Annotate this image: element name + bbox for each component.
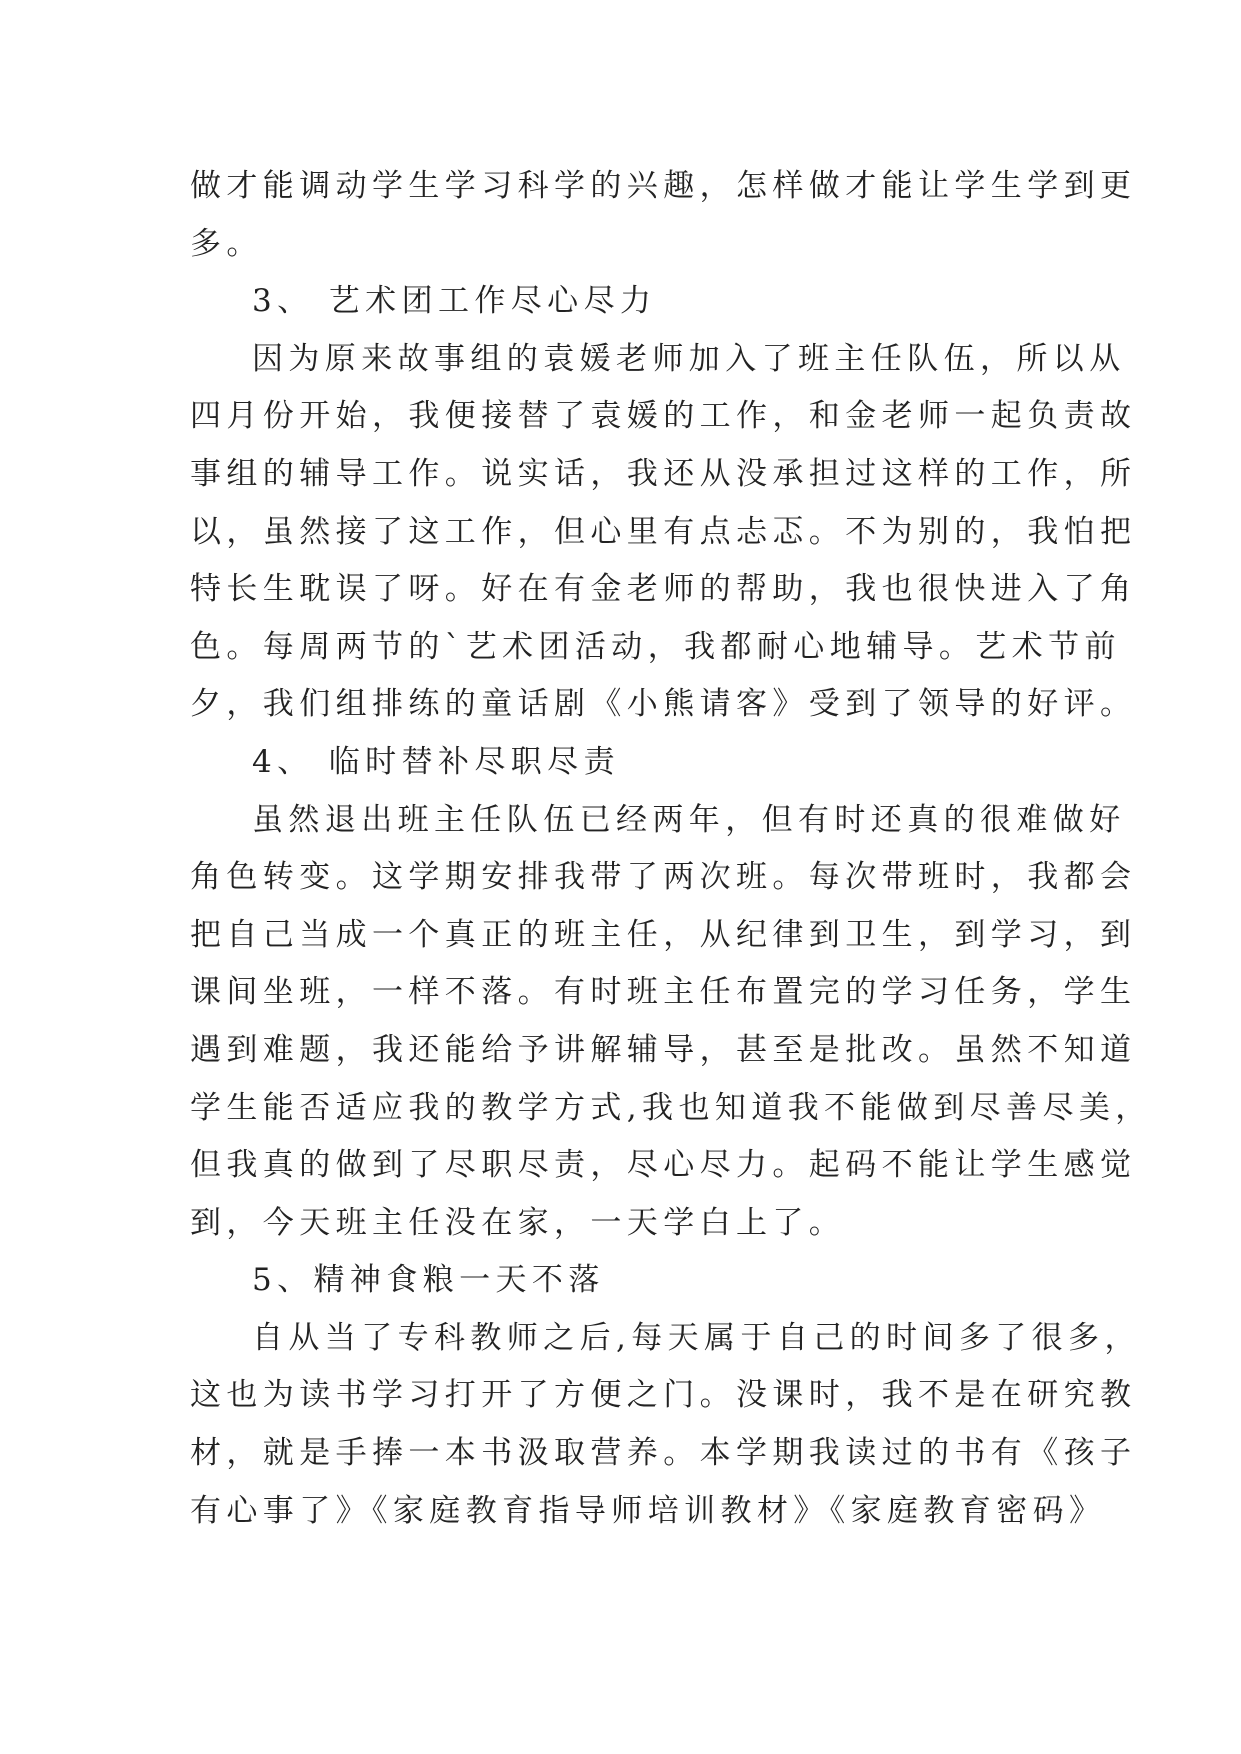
text-line: 事组的辅导工作。说实话，我还从没承担过这样的工作，所 bbox=[190, 455, 1137, 492]
text-line: 夕，我们组排练的童话剧《小熊请客》受到了领导的好评。 bbox=[190, 686, 1137, 723]
text-line: 多。 bbox=[190, 225, 263, 262]
text-line: 做才能调动学生学习科学的兴趣，怎样做才能让学生学到更 bbox=[190, 168, 1137, 204]
text-line: 角色转变。这学期安排我带了两次班。每次带班时，我都会 bbox=[190, 859, 1137, 896]
text-line: 特长生耽误了呀。好在有金老师的帮助，我也很快进入了角 bbox=[190, 571, 1137, 608]
text-line: 有心事了》《家庭教育指导师培训教材》《家庭教育密码》 bbox=[190, 1492, 1106, 1529]
text-line: 但我真的做到了尽职尽责，尽心尽力。起码不能让学生感觉 bbox=[190, 1147, 1137, 1184]
paragraph-start-line: 5、精神食粮一天不落 bbox=[252, 1262, 605, 1299]
paragraph-start-line: 虽然退出班主任队伍已经两年，但有时还真的很难做好 bbox=[252, 801, 1126, 838]
text-line: 色。每周两节的`艺术团活动，我都耐心地辅导。艺术节前 bbox=[190, 628, 1121, 665]
paragraph-start-line: 4、 临时替补尽职尽责 bbox=[252, 743, 620, 780]
paragraph-start-line: 3、 艺术团工作尽心尽力 bbox=[252, 283, 657, 320]
text-line: 四月份开始，我便接替了袁媛的工作，和金老师一起负责故 bbox=[190, 398, 1137, 435]
paragraph-start-line: 因为原来故事组的袁媛老师加入了班主任队伍，所以从 bbox=[252, 340, 1126, 377]
text-line: 遇到难题，我还能给予讲解辅导，甚至是批改。虽然不知道 bbox=[190, 1031, 1137, 1068]
text-line: 学生能否适应我的教学方式,我也知道我不能做到尽善尽美， bbox=[190, 1089, 1152, 1126]
text-line: 到，今天班主任没在家，一天学白上了。 bbox=[190, 1204, 846, 1241]
text-line: 把自己当成一个真正的班主任，从纪律到卫生，到学习，到 bbox=[190, 916, 1137, 953]
text-line: 课间坐班，一样不落。有时班主任布置完的学习任务，学生 bbox=[190, 974, 1137, 1011]
paragraph-start-line: 自从当了专科教师之后,每天属于自己的时间多了很多， bbox=[252, 1319, 1141, 1356]
text-line: 这也为读书学习打开了方便之门。没课时，我不是在研究教 bbox=[190, 1377, 1137, 1414]
text-line: 材，就是手捧一本书汲取营养。本学期我读过的书有《孩子 bbox=[190, 1435, 1137, 1472]
text-line: 以，虽然接了这工作，但心里有点忐忑。不为别的，我怕把 bbox=[190, 513, 1137, 550]
body-text bbox=[190, 158, 1152, 1540]
